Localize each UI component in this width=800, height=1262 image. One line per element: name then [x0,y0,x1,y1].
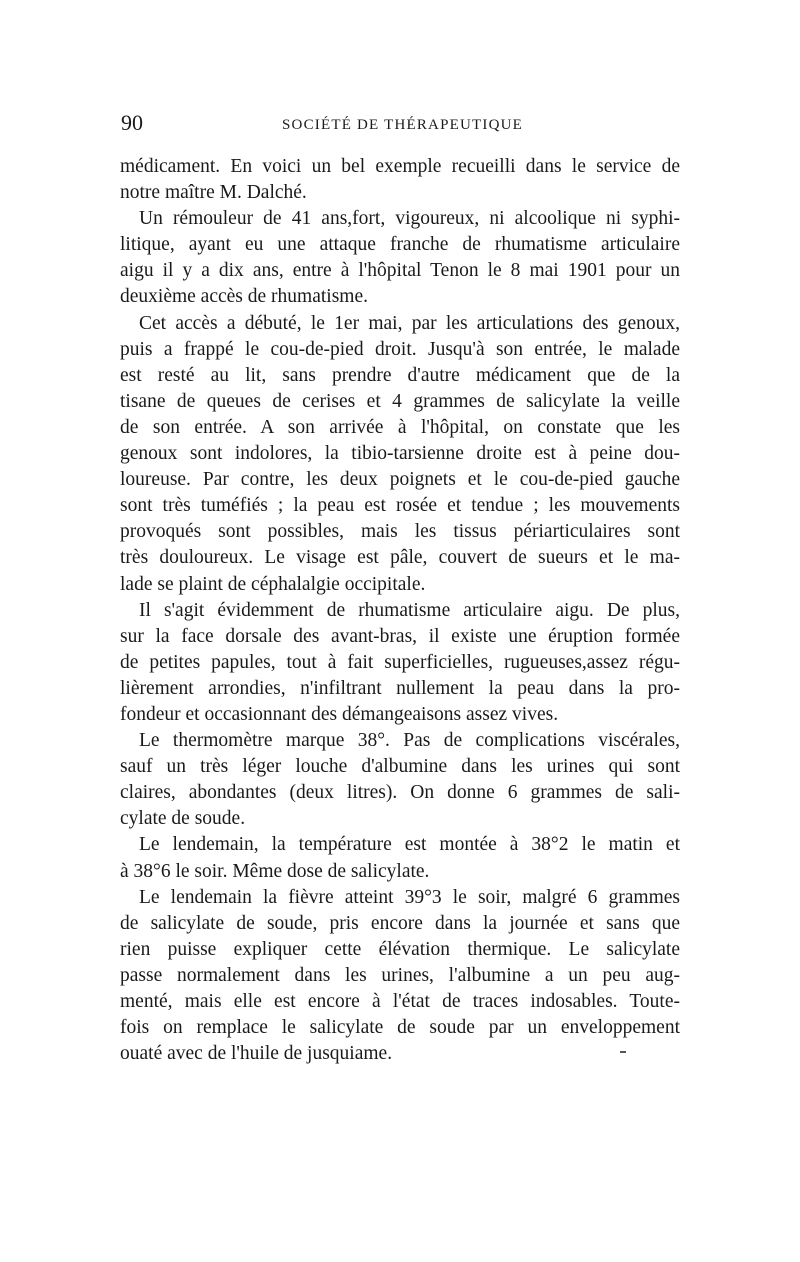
text-line: passe normalement dans les urines, l'albumine a un peu aug- [120,964,680,986]
text-line: cylate de soude. [120,808,246,830]
text-line: ouaté avec de l'huile de jusquiame. [120,1043,393,1065]
text-line: est resté au lit, sans prendre d'autre médicament que de la [120,364,680,386]
text-line: provoqués sont possibles, mais les tissus périarticulaires sont [120,521,680,543]
paragraph-first-line: Le lendemain, la température est montée à 38°2 le matin et [139,834,680,856]
text-line: rien puisse expliquer cette élévation thermique. Le salicylate [120,938,680,960]
paragraph-first-line: Il s'agit évidemment de rhumatisme articulaire aigu. De plus, [139,599,680,621]
text-line: médicament. En voici un bel exemple recueilli dans le service de [120,156,680,177]
text-line: loureuse. Par contre, les deux poignets et le cou-de-pied gauche [120,469,680,491]
text-line: de petites papules, tout à fait superficielles, rugueuses,assez régu- [120,651,680,673]
paragraph-first-line: Le lendemain la fièvre atteint 39°3 le soir, malgré 6 grammes [139,886,680,908]
paragraph-first-line: Un rémouleur de 41 ans,fort, vigoureux, ni alcoolique ni syphi- [139,208,680,230]
text-line: sur la face dorsale des avant-bras, il existe une éruption formée [120,625,680,647]
text-line: sont très tuméfiés ; la peau est rosée et tendue ; les mouvements [120,495,680,517]
text-line: lièrement arrondies, n'infiltrant nullement la peau dans la pro- [120,677,680,699]
text-line: fois on remplace le salicylate de soude par un enveloppement [120,1017,680,1039]
body-text [120,154,680,1067]
print-mark [620,1051,626,1053]
text-line: de son entrée. A son arrivée à l'hôpital, on constate que les [120,416,680,438]
text-line: de salicylate de soude, pris encore dans la journée et sans que [120,912,680,934]
text-line: menté, mais elle est encore à l'état de traces indosables. Toute- [120,991,680,1012]
text-line: sauf un très léger louche d'albumine dans les urines qui sont [120,756,680,778]
text-line: genoux sont indolores, la tibio-tarsienne droite est à peine dou- [120,443,680,465]
page-number: 90 [121,110,143,135]
text-line: deuxième accès de rhumatisme. [120,286,368,308]
text-line: claires, abondantes (deux litres). On donne 6 grammes de sali- [120,782,680,804]
text-line: litique, ayant eu une attaque franche de rhumatisme articulaire [120,234,680,256]
paragraph-first-line: Le thermomètre marque 38°. Pas de complications viscérales, [139,730,680,752]
text-line: tisane de queues de cerises et 4 grammes de salicylate la veille [120,390,680,412]
running-head: SOCIÉTÉ DE THÉRAPEUTIQUE [282,117,524,133]
text-line: fondeur et occasionnant des démangeaisons assez vives. [120,703,559,725]
text-line: très douloureux. Le visage est pâle, couvert de sueurs et le ma- [120,547,680,569]
text-line: puis a frappé le cou-de-pied droit. Jusqu'à son entrée, le malade [120,338,680,360]
text-line: lade se plaint de céphalalgie occipitale. [120,573,426,595]
paragraph-first-line: Cet accès a débuté, le 1er mai, par les articulations des genoux, [139,312,680,334]
text-line: à 38°6 le soir. Même dose de salicylate. [120,860,430,882]
text-line: aigu il y a dix ans, entre à l'hôpital Tenon le 8 mai 1901 pour un [120,260,680,282]
text-line: notre maître M. Dalché. [120,182,307,204]
